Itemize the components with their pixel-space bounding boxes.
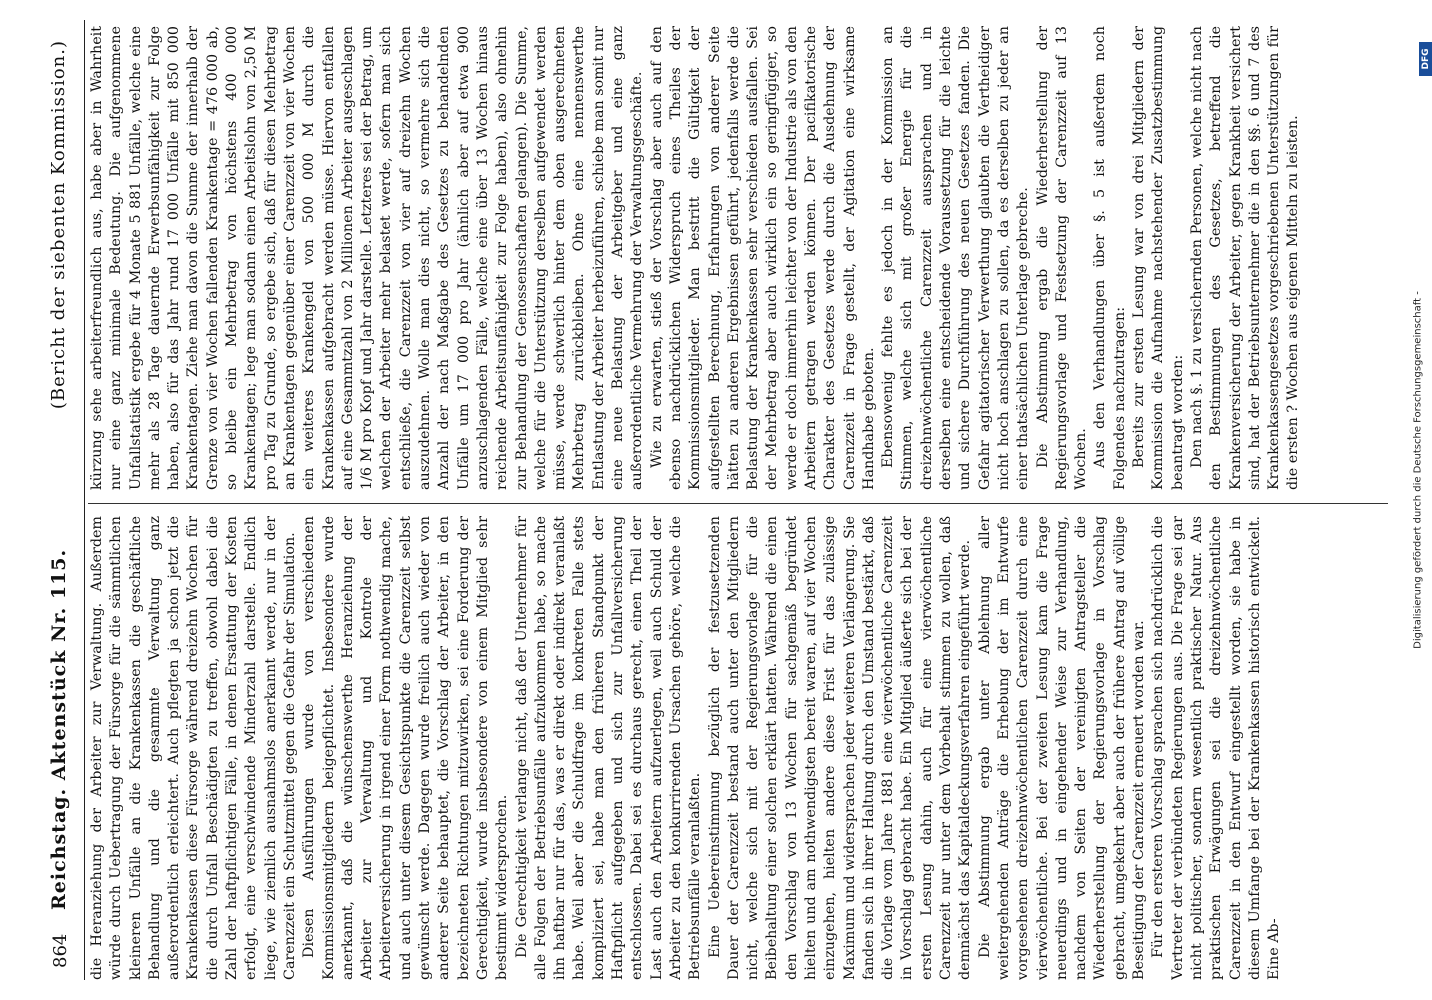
page-header — [36, 20, 85, 980]
paragraph: Für den ersteren Vorschlag sprachen sich nachdrücklich die Vertreter der verbündeten Regierungen aus. Die Frage sei gar nicht politischer, sondern wesentlich praktischer Natur. Aus praktischen Erwägungen sei die dreizehnwöchentliche Carenzzeit in den Entwurf eingestellt worden, sie habe in diesem Umfange bei der Krankenkassen historisch entwickelt. Eine Ab- — [1150, 516, 1283, 980]
paragraph: Ebensowenig fehlte es jedoch in der Kommission an Stimmen, welche sich mit großer Energie für die dreizehnwöchentliche Carenzzeit aussprachen und in derselben eine entscheidende Voraussetzung für die leichte und sichere Durchführung des neuen Gesetzes fanden. Die Gefahr agitatorischer Verwerthung glaubten die Vertheidiger nicht hoch anschlagen zu sollen, da es derselben zu jeder an einer thatsächlichen Unterlage gebreche. — [880, 26, 1032, 490]
paragraph: Eine Uebereinstimmung bezüglich der festzusetzenden Dauer der Carenzzeit bestand auch unter den Mitgliedern nicht, welche sich mit der Regierungsvorlage für die Beibehaltung einer solchen erklärt hatten. Während die einen den Vorschlag von 13 Wochen für sachgemäß begründet hielten und am nothwendigsten bereit waren, auf vier Wochen einzugehen, hielten andere diese Frist für das zulässige Maximum und widersprachen jeder weiteren Verlängerung. Sie fanden sich in ihrer Haltung durch den Umstand bestärkt, daß die Vorlage vom Jahre 1881 eine vierwöchentliche Carenzzeit in Vorschlag gebracht habe. Ein Mitglied äußerte sich bei der ersten Lesung dahin, auch für eine vierwöchentliche Carenzzeit nur unter dem Vorbehalt stimmen zu wollen, daß demnächst das Kapitaldeckungsverfahren eingeführt werde. — [706, 516, 974, 980]
column-divider — [88, 503, 1388, 504]
document-page — [36, 20, 1396, 980]
left-column — [88, 516, 1388, 980]
paragraph: die Heranziehung der Arbeiter zur Verwaltung. Außerdem würde durch Uebertragung der Fürsorge für die sämmtlichen kleineren Unfälle an die Krankenkassen die geschäftliche Behandlung und die gesammte Verwaltung ganz außerordentlich erleichtert. Auch pflegten ja schon jetzt die Krankenkassen diese Fürsorge während dreizehn Wochen für die durch Unfall Beschädigten zu treffen, obwohl dabei die Zahl der haftpflichtigen Fälle, in denen Ersattung der Kosten erfolgt, eine verschwindende Minderzahl darstelle. Endlich liege, wie ziemlich ausnahmslos anerkannt werde, nur in der Carenzzeit ein Schutzmittel gegen die Gefahr der Simulation. — [89, 516, 298, 980]
paragraph: Aus den Verhandlungen über §. 5 ist außerdem noch Folgendes nachzutragen: — [1092, 26, 1128, 490]
page-subtitle: (Bericht der siebenten Kommission.) — [48, 40, 69, 410]
paragraph: Die Gerechtigkeit verlange nicht, daß der Unternehmer für alle Folgen der Betriebsunfälle aufzukommen habe, so mache ihn haftbar nur für das, was er direkt oder indirekt veranlaßt habe. Weil aber die Schuldfrage im konkreten Falle stets kompliziert sei, habe man den früheren Standpunkt der Haftpflicht aufgegeben und sich zur Unfallversicherung entschlossen. Dabei sei es durchaus gerecht, einen Theil der Last auch den Arbeitern aufzuerlegen, weil auch Schuld der Arbeiter zu den konkurrirenden Ursachen gehöre, welche die Betriebsunfälle veranlaßten. — [513, 516, 704, 980]
paragraph: kürzung sehe arbeiterfreundlich aus, habe aber in Wahrheit nur eine ganz minimale Bedeutung. Die aufgenommene Unfallstatistik ergebe für 4 Monate 5 881 Unfälle, welche eine mehr als 28 Tage dauernde Erwerbsunfähigkeit zur Folge haben, also für das Jahr rund 17 000 Unfälle mit 850 000 Krankentagen. Ziehe man davon die Summe der innerhalb der Grenze von vier Wochen fallenden Krankentage = 476 000 ab, so bleibe ein Mehrbetrag von höchstens 400 000 Krankentagen; lege man sodann einen Arbeitslohn von 2,50 M pro Tag zu Grunde, so ergebe sich, daß für diesen Mehrbetrag an Krankentagen gegenüber einer Carenzzeit von vier Wochen ein weiteres Krankengeld von 500 000 M durch die Krankenkassen aufgebracht werden müsse. Hiervon entfallen auf eine Gesammtzahl von 2 Millionen Arbeiter ausgeschlagen 1/6 M pro Kopf und Jahr darstelle. Letzteres sei der Betrag, um welchen der Arbeiter mehr belastet werde, sofern man sich entschließe, die Carenzzeit von vier auf dreizehn Wochen auszudehnen. Wolle man dies nicht, so vermehre sich die Anzahl der nach Maßgabe des Gesetzes zu behandelnden Unfälle um 17 000 pro Jahr (ähnlich aber auf etwa 900 anzuschlagenden Fälle, welche eine über 13 Wochen hinaus reichende Arbeitsunfähigkeit zur Folge haben), also ohnehin zur Behandlung der Genossenschaften gelangen). Die Summe, welche für die Unterstützung derselben aufgewendet werden müsse, werde schwerlich hinter dem oben ausgerechneten Mehrbetrag zurückbleiben. Ohne eine nennenswerthe Entlastung der Arbeiter herbeizuführen, schiebe man somit nur eine neue Belastung der Arbeitgeber und eine ganz außerordentliche Vermehrung der Verwaltungsgeschäfte. — [89, 26, 646, 490]
paragraph: Wie zu erwarten, stieß der Vorschlag aber auch auf den ebenso nachdrücklichen Widerspruch eines Theiles der Kommissionsmitglieder. Man bestritt die Gültigkeit der aufgestellten Berechnung, Erfahrungen von anderer Seite hätten zu anderen Ergebnissen geführt, jedenfalls werde die Belastung der Krankenkassen sehr verschieden ausfallen. Sei der Mehrbetrag aber auch wirklich ein so geringfügiger, so werde er doch immerhin leichter von der Industrie als von den Arbeitern getragen werden können. Der pacifikatorische Charakter des Gesetzes werde durch die Ausdehnung der Carenzzeit in Frage gestellt, der Agitation eine wirksame Handhabe geboten. — [648, 26, 877, 490]
paragraph: Die Abstimmung ergab die Wiederherstellung der Regierungsvorlage und Festsetzung der Carenzzeit auf 13 Wochen. — [1034, 26, 1090, 490]
paragraph: Den nach §. 1 zu versichernden Personen, welche nicht nach den Bestimmungen des Gesetzes, betreffend die Krankenversicherung der Arbeiter, gegen Krankheit versichert sind, hat der Betriebsunternehmer die in den §§. 6 und 7 des Krankenkassengesetzes vorgeschriebenen Unterstützungen für die ersten ? Wochen aus eigenen Mitteln zu leisten. — [1188, 26, 1302, 490]
text-columns — [88, 20, 1388, 980]
paragraph: Bereits zur ersten Lesung war von drei Mitgliedern der Kommission die Aufnahme nachstehender Zusatzbestimmung beantragt worden: — [1131, 26, 1186, 490]
paragraph: Diesen Ausführungen wurde von verschiedenen Kommissionsmitgliedern beigepflichtet. Insbesondere wurde anerkannt, daß die wünschenswerthe Heranziehung der Arbeiter zur Verwaltung und Kontrole der Arbeiterversicherung in irgend einer Form nothwendig mache, und auch unter diesem Gesichtspunkte die Carenzzeit selbst gewünscht werde. Dagegen wurde freilich auch wieder von anderer Seite behauptet, die Vorschlag der Arbeiter, in den bezeichneten Richtungen mitzuwirken, sei eine Forderung der Gerechtigkeit, wurde insbesondere von einem Mitglied sehr bestimmt widersprochen. — [301, 516, 511, 980]
paragraph: Die Abstimmung ergab unter Ablehnung aller weitergehenden Anträge die Erhebung der im Entwurfe vorgesehenen dreizehnwöchentlichen Carenzzeit durch eine vierwöchentliche. Bei der zweiten Lesung kam die Frage neuerdings und in eingehender Weise zur Verhandlung, nachdem von Seiten der vereinigten Antragsteller die Wiederherstellung der Regierungsvorlage in Vorschlag gebracht, umgekehrt aber auch der frühere Antrag auf völlige Beseitigung der Carenzzeit erneuert worden war. — [976, 516, 1148, 980]
dfg-logo: DFG — [1419, 42, 1432, 76]
page-title: Reichstag. Aktenstück Nr. 115. — [48, 548, 70, 910]
page-number: 864 — [50, 933, 71, 968]
right-column — [88, 26, 1388, 490]
digitization-note: Digitalisierung gefördert durch die Deutsche Forschungsgemeinschaft - — [1412, 291, 1424, 649]
